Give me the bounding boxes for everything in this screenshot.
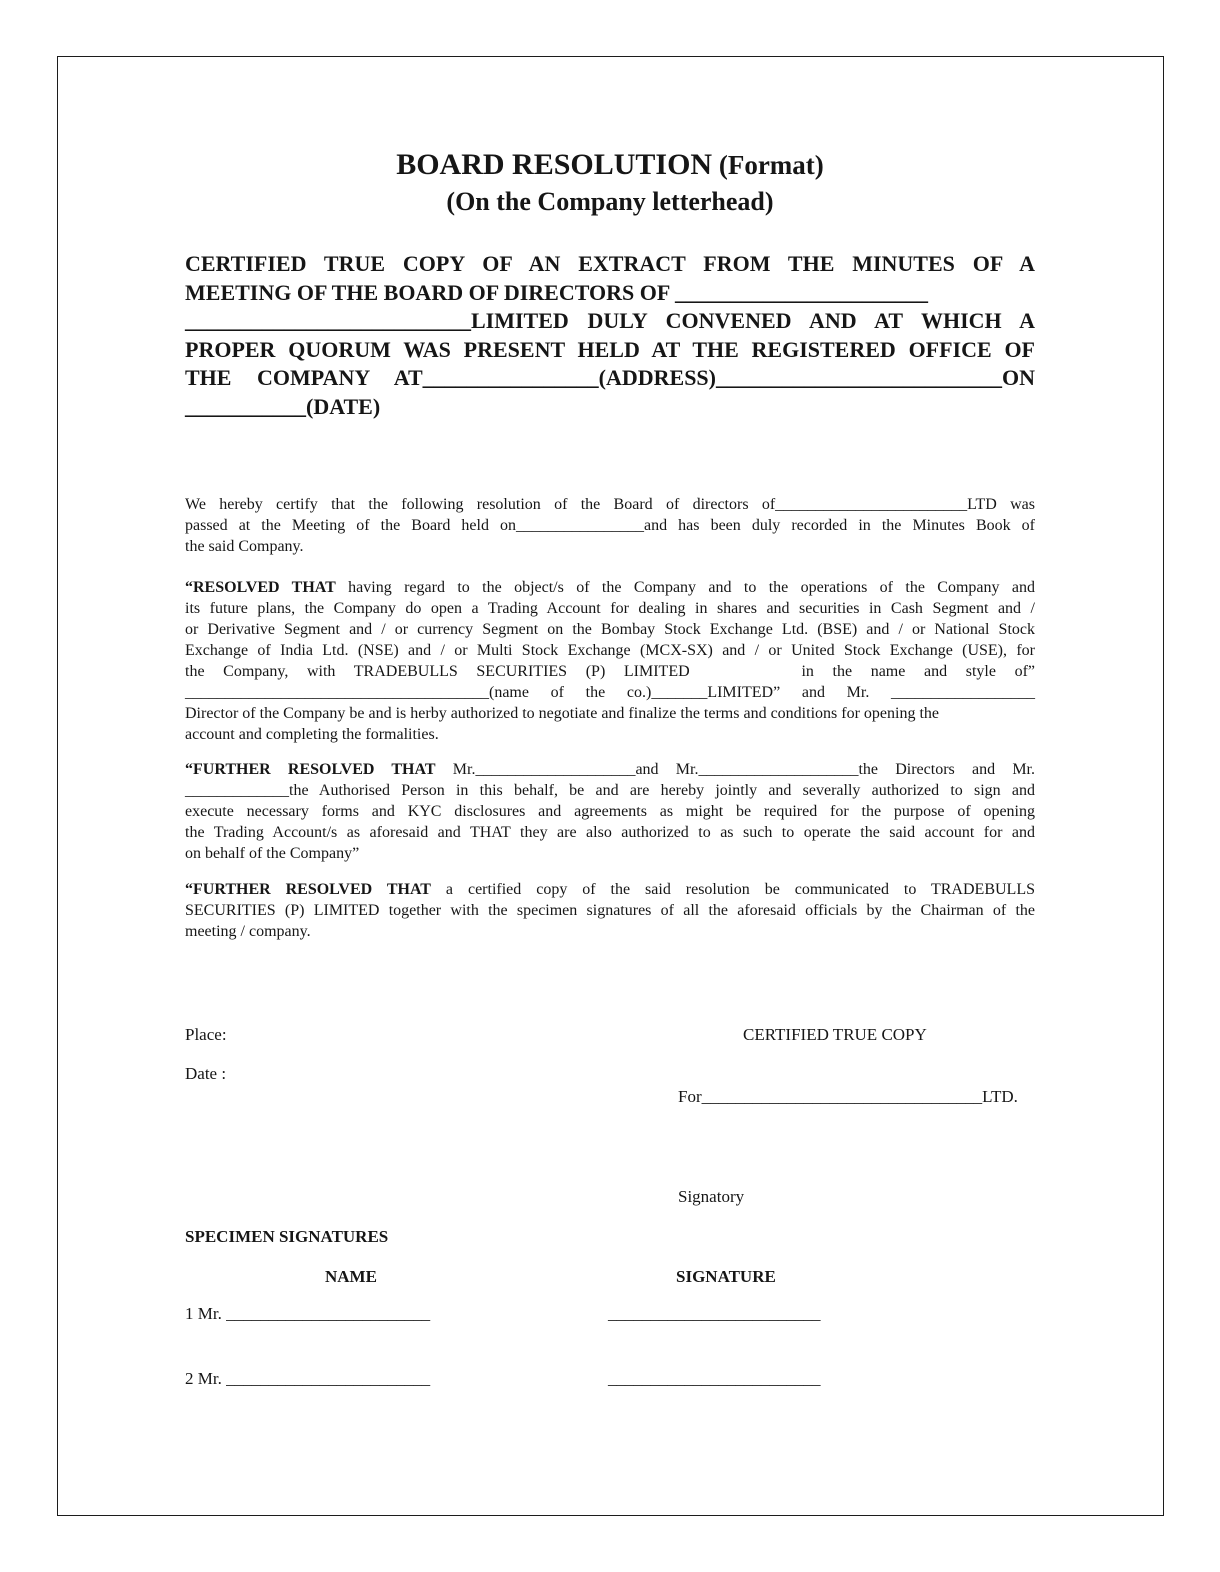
paragraph-line: SECURITIES (P) LIMITED together with the specimen signatures of all the aforesaid officials by the Chairman of the	[185, 902, 1035, 919]
name-column-header: NAME	[325, 1267, 377, 1286]
document-title-main: BOARD RESOLUTION	[396, 148, 713, 181]
further-resolved-bold: “FURTHER RESOLVED THAT	[185, 761, 436, 778]
for-company-line: For_________________________________LTD.	[678, 1087, 1018, 1106]
paragraph-line	[185, 759, 1035, 780]
paragraph-line: account and completing the formalities.	[185, 726, 439, 743]
paragraph-text: having regard to the object/s of the Company and to the operations of the Company and	[335, 579, 1035, 596]
certified-extract-heading	[185, 250, 1035, 421]
paragraph-line: execute necessary forms and KYC disclosures and agreements as might be required for the purpose of opening	[185, 803, 1035, 820]
document-title-suffix: (Format)	[712, 150, 824, 180]
heading-line: PROPER QUORUM WAS PRESENT HELD AT THE REGISTERED OFFICE OF	[185, 336, 1035, 362]
date-label: Date :	[185, 1064, 227, 1083]
paragraph-line: meeting / company.	[185, 923, 311, 940]
paragraph-line: passed at the Meeting of the Board held on________________and has been duly recorded in the Minutes Book of	[185, 517, 1035, 534]
specimen-row-1	[185, 1303, 1035, 1324]
signatory-label: Signatory	[678, 1187, 745, 1206]
signature-column-header: SIGNATURE	[676, 1267, 776, 1286]
paragraph-line: the Trading Account/s as aforesaid and THAT they are also authorized to as such to operate the said account for and	[185, 824, 1035, 841]
heading-line: __________________________LIMITED DULY CONVENED AND AT WHICH A	[185, 308, 1035, 333]
heading-line: CERTIFIED TRUE COPY OF AN EXTRACT FROM THE MINUTES OF A	[185, 251, 1035, 276]
specimen-row-2	[185, 1368, 1035, 1389]
heading-line: THE COMPANY AT________________(ADDRESS)__________________________ON	[185, 365, 1035, 390]
document-subtitle: (On the Company letterhead)	[446, 187, 774, 216]
further-resolved-2-paragraph	[185, 879, 1035, 942]
specimen-1-signature-line: _________________________	[608, 1304, 821, 1323]
specimen-signatures-title: SPECIMEN SIGNATURES	[185, 1227, 389, 1246]
paragraph-line: its future plans, the Company do open a Trading Account for dealing in shares and securities in Cash Segment and /	[185, 600, 1035, 617]
resolved-paragraph	[185, 577, 1035, 745]
specimen-1-name-line: ________________________	[226, 1304, 431, 1323]
specimen-2-label: 2 Mr.	[185, 1369, 227, 1388]
place-row	[185, 1024, 1035, 1045]
paragraph-line	[185, 577, 1035, 598]
specimen-2-signature-line: _________________________	[608, 1369, 821, 1388]
further-resolved-bold: “FURTHER RESOLVED THAT	[185, 881, 431, 898]
place-label: Place:	[185, 1025, 227, 1044]
date-row	[185, 1063, 1035, 1084]
paragraph-line: or Derivative Segment and / or currency Segment on the Bombay Stock Exchange Ltd. (BSE) and / or National Stock	[185, 621, 1035, 638]
paragraph-line: on behalf of the Company”	[185, 845, 360, 862]
certified-true-copy-label: CERTIFIED TRUE COPY	[743, 1025, 927, 1044]
document-title	[185, 146, 1035, 184]
specimen-signatures-row	[185, 1226, 1035, 1247]
heading-line: MEETING OF THE BOARD OF DIRECTORS OF _______________________	[185, 279, 928, 305]
resolved-that-bold: “RESOLVED THAT	[185, 579, 336, 596]
specimen-1-label: 1 Mr.	[185, 1304, 227, 1323]
paragraph-line: ______________________________________(name of the co.)_______LIMITED” and Mr. __________________	[185, 684, 1035, 701]
paragraph-line: We hereby certify that the following resolution of the Board of directors of________________________LTD was	[185, 496, 1035, 513]
heading-line: ___________(DATE)	[185, 393, 381, 419]
paragraph-line	[185, 879, 1035, 900]
paragraph-line: Exchange of India Ltd. (NSE) and / or Multi Stock Exchange (MCX-SX) and / or United Stock Exchange (USE), for	[185, 642, 1035, 659]
paragraph-text: Mr.____________________and Mr.____________________the Directors and Mr.	[435, 761, 1035, 778]
paragraph-line: the Company, with TRADEBULLS SECURITIES (P) LIMITED in the name and style of”	[185, 663, 1035, 680]
paragraph-line: Director of the Company be and is herby authorized to negotiate and finalize the terms and conditions for opening the	[185, 705, 939, 722]
paragraph-line: the said Company.	[185, 538, 304, 555]
paragraph-line: _____________the Authorised Person in this behalf, be and are hereby jointly and severally authorized to sign and	[185, 782, 1035, 799]
further-resolved-1-paragraph	[185, 759, 1035, 864]
certify-paragraph	[185, 494, 1035, 557]
paragraph-text: a certified copy of the said resolution be communicated to TRADEBULLS	[430, 881, 1035, 898]
specimen-2-name-line: ________________________	[226, 1369, 431, 1388]
document-content	[185, 0, 1035, 1572]
